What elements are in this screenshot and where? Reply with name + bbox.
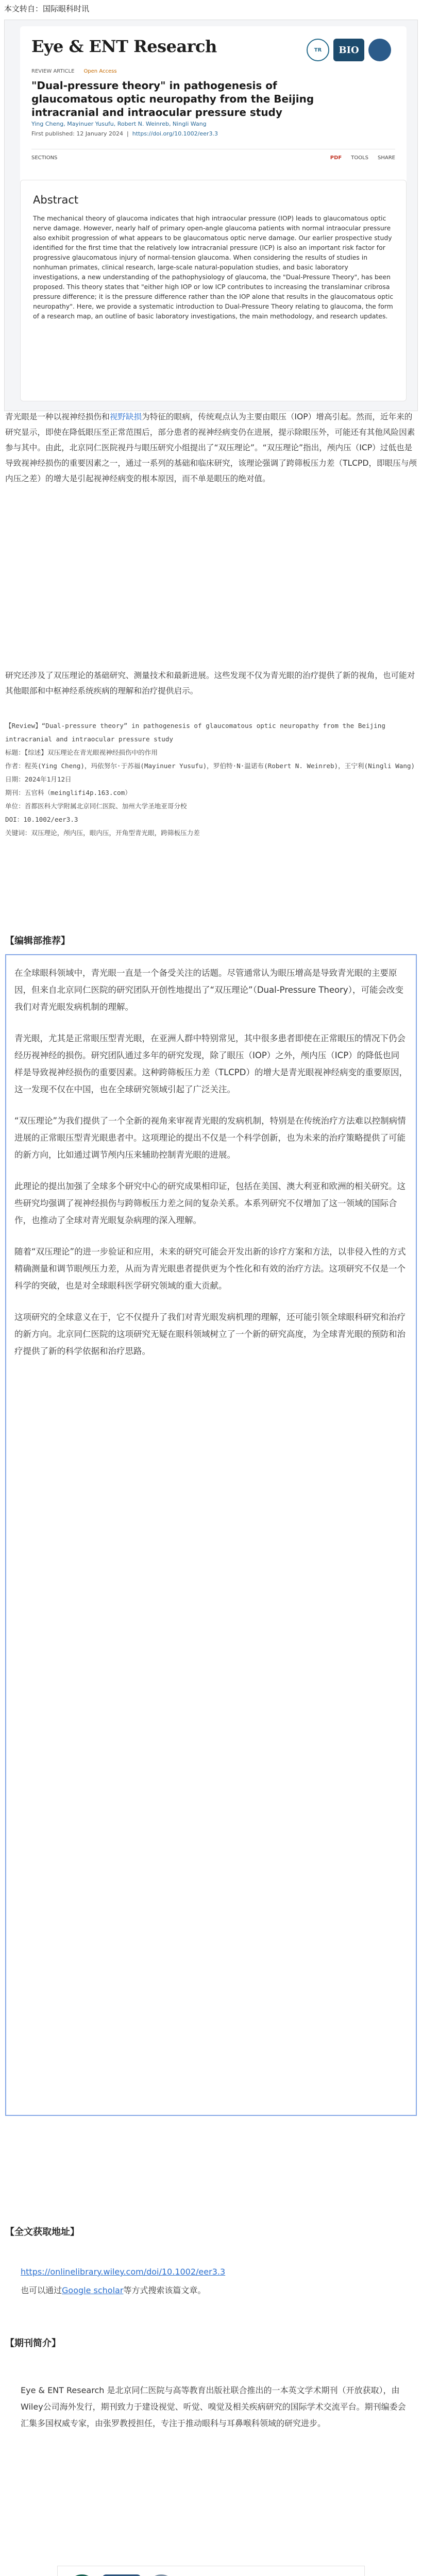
google-scholar-link[interactable]: Google scholar [62, 2285, 124, 2295]
journal-name[interactable]: Eye & ENT Research [31, 37, 217, 56]
citation-block [5, 719, 417, 840]
intro-text-a: 青光眼是一种以视神经损伤和 [5, 412, 110, 421]
publication-line: First published: 12 January 2024 | https://doi.org/10.1002/eer3.3 [31, 130, 218, 137]
editor-para-6: 这项研究的全球意义在于，它不仅提升了我们对青光眼发病机理的理解，还可能引领全球眼科研究和治疗的新方向。北京同仁医院的这项研究无疑在眼科领域树立了一个新的研究高度，为全球青光眼的预防和治疗提供了新的科学依据和治疗思路。 [14, 1312, 406, 1356]
paper-screenshot [4, 20, 418, 411]
editor-para-4: 此理论的提出加强了全球多个研究中心的研究成果相印证，包括在美国、澳大利亚和欧洲的相关研究。这些研究均强调了视神经损伤与跨筛板压力差之间的复杂关系。本系列研究不仅增加了这一领域的国际合作，也推动了全球对青光眼复杂病理的深入理解。 [14, 1181, 406, 1225]
citation-affiliation: 单位：首都医科大学附属北京同仁医院、加州大学圣地亚哥分校 [5, 802, 187, 810]
journal-intro-text: Eye & ENT Research 是北京同仁医院与高等教育出版社联合推出的一本英文学术期刊（开放获取），由Wiley公司海外发行，期刊致力于建设视觉、听觉、嗅觉及相关疾病研究的国际学术交流平台。期刊编委会汇集多国权威专家，由张罗教授担任，专注于推动眼科与耳鼻喉科领域的研究进步。 [21, 2385, 406, 2428]
tools-button[interactable]: TOOLS [351, 155, 369, 161]
citation-doi: DOI：10.1002/eer3.3 [5, 816, 78, 823]
open-access-badge: Open Access [83, 69, 117, 74]
editor-para-3: “双压理论”为我们提供了一个全新的视角来审视青光眼的发病机制，特别是在传统治疗方法难以控制病情进展的正常眼压型青光眼患者中。这项理论的提出不仅是一个科学创新，也为未来的治疗策略提供了可能的新方向，比如通过调节颅内压来辅助控制青光眼的进展。 [14, 1116, 406, 1160]
editor-para-2: 青光眼，尤其是正常眼压型青光眼，在亚洲人群中特别常见，其中很多患者即使在正常眼压的情况下仍会经历视神经的损伤。研究团队通过多年的研究发现，除了眼压（IOP）之外，颅内压（ICP）的降低也同样是导致视神经损伤的重要因素。这种跨筛板压力差（TLCPD）的增大是青光眼视神经病变的重要原因，这一发现不仅在中国，也在全球研究领域引起了广泛关注。 [14, 1033, 408, 1094]
journal-intro-heading-text: 期刊简介 [14, 2338, 52, 2349]
abstract-text: The mechanical theory of glaucoma indicates that high intraocular pressure (IOP) leads to glaucomatous optic nerve damage. However, nearly half of primary open-angle glaucoma patients with normal intraocular pressure also exhibit progression of what appears to be glaucomatous optic nerve damage. Our earlier prospective study identified for the first time that the relatively low intracranial pressure (ICP) is also an important risk factor for progressive glaucomatous injury of normal-tension glaucoma. When considering the results of studies in nonhuman primates, clinical research, large-scale natural-population studies, and basic laboratory investigations, a new understanding of the pathophysiology of glaucoma, the "Dual-Pressure Theory", has been proposed. This theory states that "either high IOP or low ICP contributes to increasing the translaminar cribrosa pressure difference; it is the pressure difference rather than the IOP alone that results in the glaucomatous optic neuropathy". Here, we provide a systematic introduction to Dual-Pressure Theory relating to glaucoma, the form of a research map, an outline of basic laboratory investigations, the main methodology, and research updates. [33, 214, 394, 320]
abstract-card [20, 180, 407, 401]
abstract-heading: Abstract [33, 194, 79, 206]
fulltext-alternative [21, 2284, 206, 2296]
editor-recommendation-box [5, 954, 417, 2116]
fulltext-heading-text: 全文获取地址 [14, 2227, 70, 2238]
fulltext-url-link[interactable]: https://onlinelibrary.wiley.com/doi/10.1002/eer3.3 [21, 2267, 226, 2277]
article-meta [31, 69, 117, 74]
citation-title: 标题：【综述】双压理论在青光眼视神经损伤中的作用 [5, 749, 158, 756]
citation-review: 【Review】“Dual-pressure theory” in pathogenesis of glaucomatous optic neuropathy from the Beijing intracranial and intraocular pressure study [5, 722, 385, 743]
journal-cover-image [57, 2566, 365, 2576]
editor-para-5: 随着“双压理论”的进一步验证和应用，未来的研究可能会开发出新的诊疗方案和方法，以非侵入性的方式精确测量和调节眼颅压力差，从而为青光眼患者提供更为个性化和有效的治疗方法。这项研究不仅是一个科学的突破，也是对全球眼科医学研究领域的重大贡献。 [14, 1247, 406, 1291]
paper-title: "Dual-pressure theory" in pathogenesis of glaucomatous optic neuropathy from the Beijing intracranial and intraocular pressure study [31, 79, 314, 118]
citation-authors: 作者：程英(Ying Cheng)，玛依努尔·于苏福(Mayinuer Yusufu)，罗伯特·N·温诺布(Robert N. Weinreb)，王宁利(Ningli Wang) [5, 762, 415, 770]
pdf-button[interactable]: PDF [330, 155, 342, 161]
bio-logo-icon: BIO [333, 39, 364, 61]
intro-text-b: 为特征的眼病，传统观点认为主要由眼压（IOP）增高引起。然而，近年来的研究显示，即使在降低眼压至正常范围后，部分患者的视神经病变仍在进展，提示除眼压外，可能还有其他风险因素参与其中。由此，北京同仁医院视丹与眼压研究小组提出了“双压理论”。“双压理论”指出，颅内压（ICP）过低也是导致视神经损伤的重要因素之一，通过一系列的基础和临床研究，该理论强调了跨筛板压力差（TLCPD，即眼压与颅内压之差）的增大是引起视神经病变的根本原因，而不单是眼压的绝对值。 [5, 412, 417, 483]
tongren-logo-icon: TR [307, 39, 329, 61]
author-list[interactable]: Ying Cheng, Mayinuer Yusufu, Robert N. Weinreb, Ningli Wang [31, 121, 207, 127]
intro-paragraph [5, 409, 417, 486]
citation-source: 期刊：五官科（meinglifi4p.163.com） [5, 789, 131, 796]
article-type: REVIEW ARTICLE [31, 69, 75, 74]
fulltext-suffix: 等方式搜索该篇文章。 [123, 2285, 206, 2295]
editor-heading-text: 编辑部推荐 [14, 936, 61, 946]
seal-logo-icon [368, 39, 391, 61]
sections-button[interactable]: SECTIONS [31, 155, 58, 161]
visual-field-link[interactable]: 视野缺损 [109, 412, 142, 421]
source-header: 本文转自：国际眼科时讯 [4, 4, 90, 13]
editor-heading: 【编辑部推荐】 [5, 936, 70, 946]
journal-logos [307, 39, 391, 61]
doi-link[interactable]: https://doi.org/10.1002/eer3.3 [132, 130, 218, 137]
share-button[interactable]: SHARE [378, 155, 395, 161]
fulltext-prefix: 也可以通过 [21, 2285, 62, 2295]
fulltext-heading: 【全文获取地址】 [5, 2227, 79, 2238]
citation-keywords: 关键词：双压理论，颅内压，眼内压，开角型青光眼，跨筛板压力差 [5, 829, 200, 837]
journal-title-row [31, 37, 217, 56]
article-actions [31, 155, 395, 161]
pub-date: First published: 12 January 2024 [31, 130, 124, 137]
editor-para-1: 在全球眼科领域中，青光眼一直是一个备受关注的话题。尽管通常认为眼压增高是导致青光眼的主要原因，但来自北京同仁医院的研究团队开创性地提出了“双压理论”（Dual-Pressure Theory），可能会改变我们对青光眼发病机制的理解。 [14, 968, 403, 1012]
research-paragraph: 研究还涉及了双压理论的基础研究、测量技术和最新进展。这些发现不仅为青光眼的治疗提供了新的视角，也可能对其他眼部和中枢神经系统疾病的理解和治疗提供启示。 [5, 671, 415, 696]
journal-intro-heading: 【期刊简介】 [5, 2338, 61, 2349]
citation-date: 日期：2024年1月12日 [5, 775, 72, 783]
